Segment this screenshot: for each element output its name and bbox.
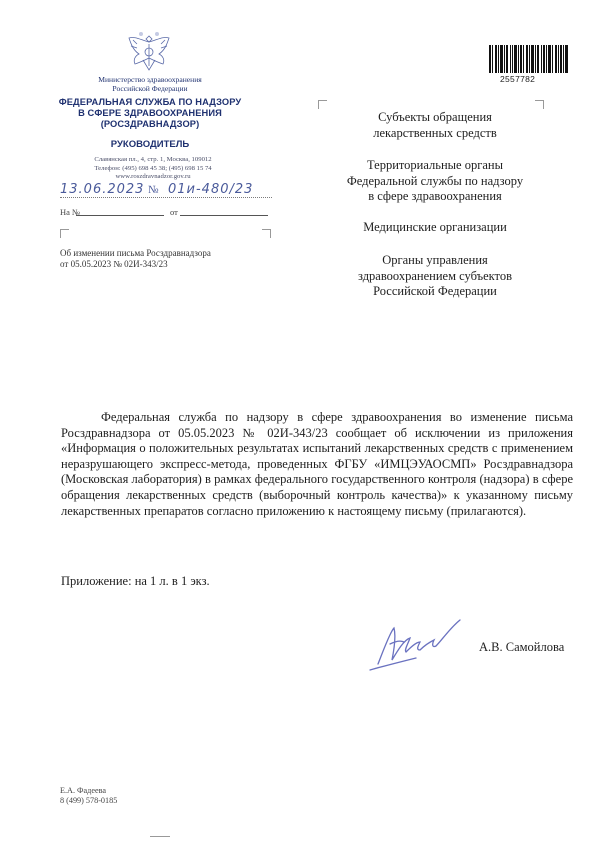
ministry-name: Министерство здравоохранения Российской Федерации (98, 75, 202, 93)
letter-body: Федеральная служба по надзору в сфере здравоохранения во изменение письма Росздравнадзора от 05.05.2023 № 02И-343/23 сообщает об исключении из приложения «Информация о положительных результатах испытаний лекарственных средств с применением неразрушающего экспресс-метода, проведенных ФГБУ «ИМЦЭУАОСМП» Росздравнадзора (Московская лаборатория) в рамках федерального государственного контроля (надзора) в сфере обращения лекарственных средств (выборочный контроль качества)» к указанному письму лекарственных препаратов согласно приложению к настоящему письму (прилагаются). (61, 410, 573, 518)
attachment-note: Приложение: на 1 л. в 1 экз. (61, 574, 210, 588)
executor-info (60, 786, 117, 806)
reference-date-label: от (170, 207, 178, 217)
head-title: РУКОВОДИТЕЛЬ (110, 139, 190, 150)
reference-date-line (180, 215, 268, 216)
barcode-number: 2557782 (500, 74, 536, 84)
addressee-block: Органы управления здравоохранением субъектов Российской Федерации (357, 253, 512, 298)
agency-name: ФЕДЕРАЛЬНАЯ СЛУЖБА ПО НАДЗОРУ В СФЕРЕ ЗДРАВООХРАНЕНИЯ (РОСЗДРАВНАДЗОР) (58, 97, 242, 129)
registration-underline (60, 197, 272, 198)
addressee-block: Медицинские организации (363, 220, 507, 234)
reference-number-line (76, 215, 164, 216)
executor-phone: 8 (499) 578-0185 (60, 796, 118, 805)
registration-date: 13.06.2023 (60, 182, 145, 197)
coat-of-arms-icon (119, 30, 179, 74)
addressee-corner-mark (535, 100, 544, 109)
addressee-block: Территориальные органы Федеральной службы по надзору в сфере здравоохранения (346, 158, 524, 203)
registration-number: 01и-480/23 (168, 182, 254, 197)
agency-address: Славянская пл., 4, стр. 1, Москва, 109012 Телефон: (495) 698 45 38; (495) 698 15 74 www.roszdravnadzor.gov.ru (94, 156, 212, 180)
subject-corner-mark (60, 229, 69, 238)
addressee-block: Субъекты обращения лекарственных средств (373, 110, 497, 140)
barcode (489, 45, 569, 73)
executor-name: Е.А. Фадеева (60, 786, 106, 795)
signer-name: А.В. Самойлова (479, 640, 565, 654)
handwritten-signature (364, 614, 470, 678)
addressee-corner-mark (318, 100, 327, 109)
registration-number-label: № (148, 184, 159, 196)
subject-corner-mark (262, 229, 271, 238)
reference-number-label: На № (60, 207, 81, 217)
letter-subject: Об изменении письма Росздравнадзора от 05.05.2023 № 02И-343/23 (60, 248, 211, 269)
footer-mark (150, 836, 170, 837)
